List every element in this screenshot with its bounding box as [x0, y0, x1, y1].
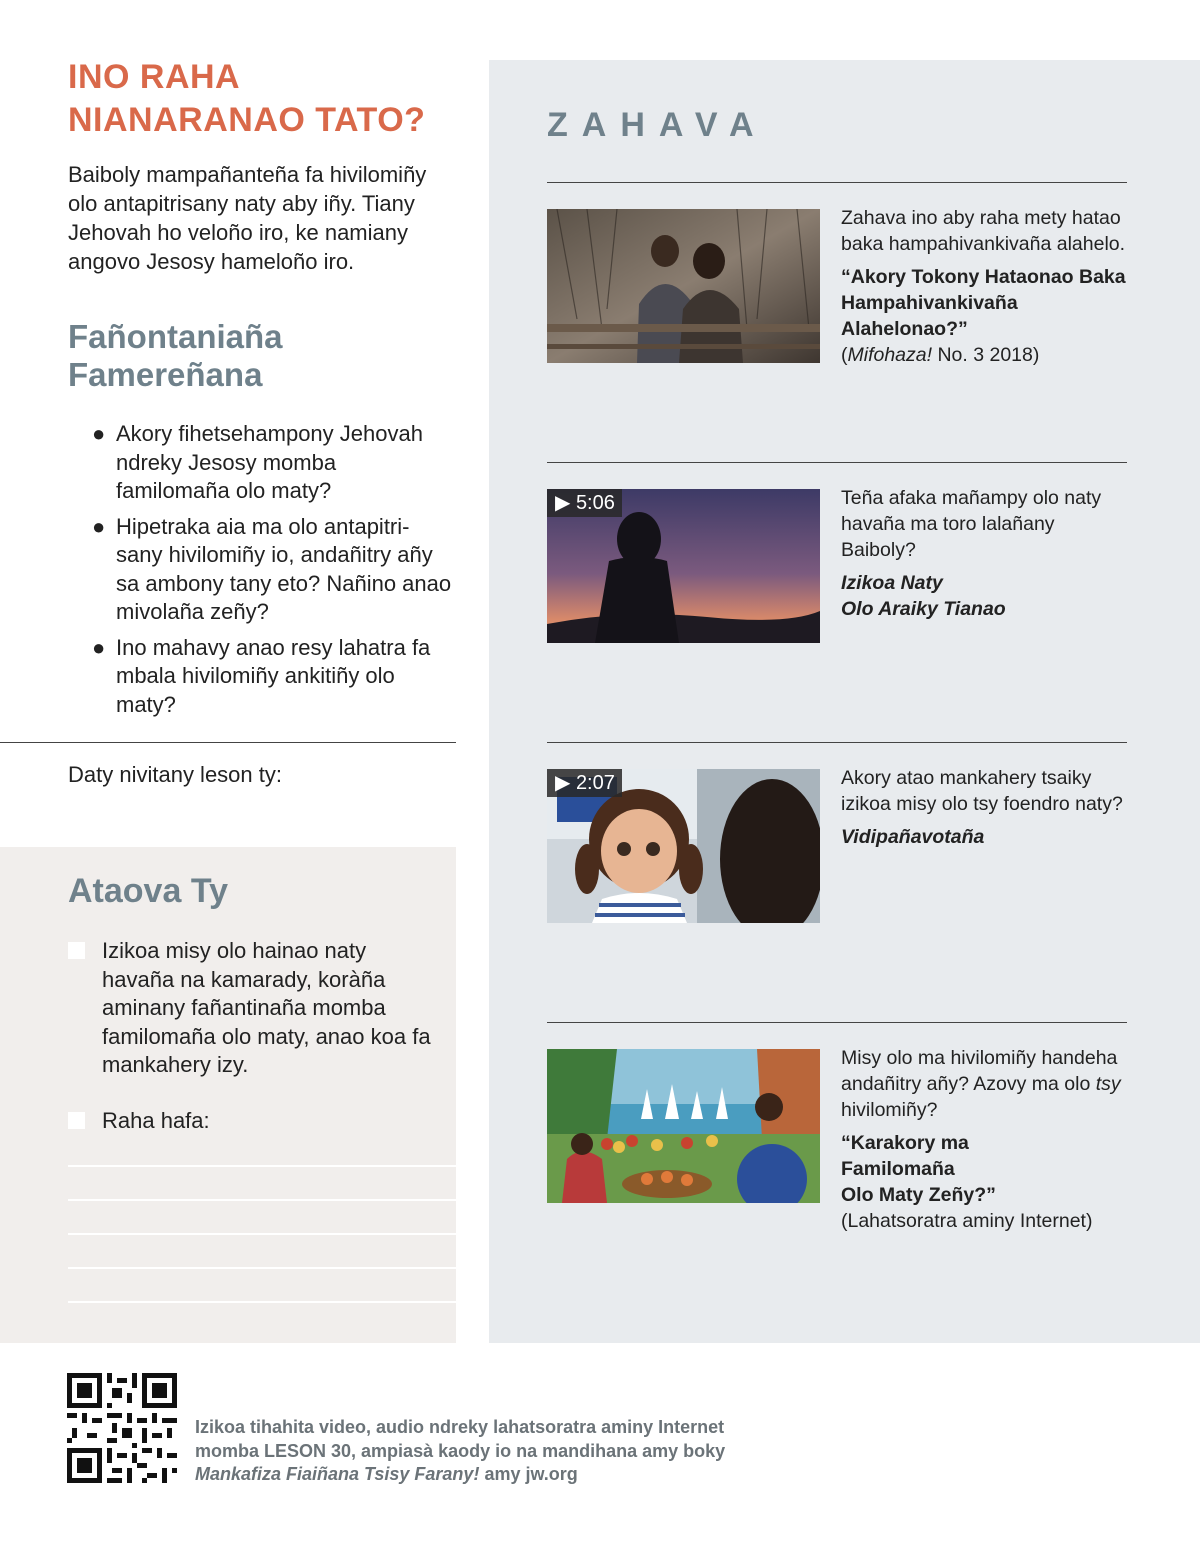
- review-summary: Baiboly mampañanteña fa hivilomiñy olo antapitrisany naty aby iñy. Tiany Jehovah ho veloño iro, ke namiany angovo Jesosy hameloño iro.: [68, 162, 427, 274]
- todo-panel: [0, 847, 456, 1343]
- video-duration: ▶ 2:07: [547, 769, 622, 797]
- footer-text: Izikoa tihahita video, audio ndreky lahatsoratra aminy Internet momba LESON 30, ampiasà kaody io na mandihana amy boky Mankafiza Fiaiñana Tsisy Farany! amy jw.org: [195, 1417, 726, 1484]
- discussion-question-list: [90, 420, 455, 726]
- completion-date-label: Daty nivitany leson ty:: [68, 762, 282, 787]
- more-panel: [489, 60, 1200, 1343]
- discussion-question: ● Ino mahavy anao resy lahatra fa mbala hivilomiñy ankitiñy olo maty?: [92, 634, 431, 717]
- write-line[interactable]: [68, 1267, 456, 1269]
- bullet-icon: ●: [92, 634, 106, 660]
- discussion-heading: Fañontaniaña Famereñana: [68, 318, 283, 393]
- more-item-2: Teña afaka mañampy olo naty havaña ma toro lalañany Baiboly? Izikoa Naty Olo Araiky Tianao: [841, 485, 1131, 622]
- checkbox[interactable]: [68, 1112, 85, 1129]
- discussion-question: ● Hipetraka aia ma olo antapitri-sany hivilomiñy io, andañitry añy sa ambony tany eto? Nañino anao mivolaña zeñy?: [92, 513, 452, 624]
- write-line[interactable]: [68, 1301, 456, 1303]
- more-item-4: Misy olo ma hivilomiñy handeha andañitry añy? Azovy ma olo tsy hivilomiñy? “Karakory ma Familomaña Olo Maty Zeñy?” (Lahatsoratra aminy Internet): [841, 1045, 1131, 1234]
- bullet-icon: ●: [92, 421, 106, 446]
- source-text: (Mifohaza! No. 3 2018): [841, 344, 1040, 366]
- divider: [0, 742, 456, 743]
- video-link[interactable]: Izikoa Naty Olo Araiky Tianao: [841, 572, 1006, 620]
- divider: [547, 1022, 1127, 1023]
- todo-heading: Ataova Ty: [68, 872, 228, 910]
- more-item-1: Zahava ino aby raha mety hatao baka hampahivankivaña alahelo. “Akory Tokony Hataonao Baka Hampahivankivaña Alahelonao?” (Mifohaza! No. 3 2018): [841, 205, 1131, 368]
- todo-item: Izikoa misy olo hainao naty havaña na kamarady, koràña aminany fañantinaña momba familomaña olo maty, anao koa fa mankahery izy.: [68, 937, 438, 1080]
- todo-item-other: Raha hafa:: [68, 1107, 438, 1136]
- article-link[interactable]: “Akory Tokony Hataonao Baka Hampahivankivaña Alahelonao?”: [841, 266, 1126, 340]
- source-text: (Lahatsoratra aminy Internet): [841, 1210, 1093, 1232]
- more-heading: ZAHAVA: [547, 106, 768, 144]
- video-duration: ▶ 5:06: [547, 489, 622, 517]
- bullet-icon: ●: [92, 513, 106, 539]
- write-line[interactable]: [68, 1199, 456, 1201]
- discussion-question: ● Akory fihetsehampony Jehovah ndreky Jesosy momba familomaña olo maty?: [92, 421, 423, 503]
- write-line[interactable]: [68, 1165, 456, 1167]
- article-link[interactable]: “Karakory ma Familomaña Olo Maty Zeñy?”: [841, 1132, 996, 1206]
- checkbox[interactable]: [68, 942, 85, 959]
- divider: [547, 742, 1127, 743]
- video-link[interactable]: Vidipañavotaña: [841, 826, 985, 848]
- divider: [547, 462, 1127, 463]
- divider: [547, 182, 1127, 183]
- silhouette-video-icon[interactable]: [547, 489, 820, 643]
- more-item-3: Akory atao mankahery tsaiky izikoa misy olo tsy foendro naty? Vidipañavotaña: [841, 765, 1131, 850]
- paradise-painting-icon[interactable]: [547, 1049, 820, 1203]
- write-line[interactable]: [68, 1233, 456, 1235]
- couple-photo-icon[interactable]: [547, 209, 820, 363]
- review-heading: INO RAHA NIANARANAO TATO?: [68, 58, 426, 139]
- animated-girl-video-icon[interactable]: [547, 769, 820, 923]
- qr-code-icon[interactable]: [67, 1373, 177, 1483]
